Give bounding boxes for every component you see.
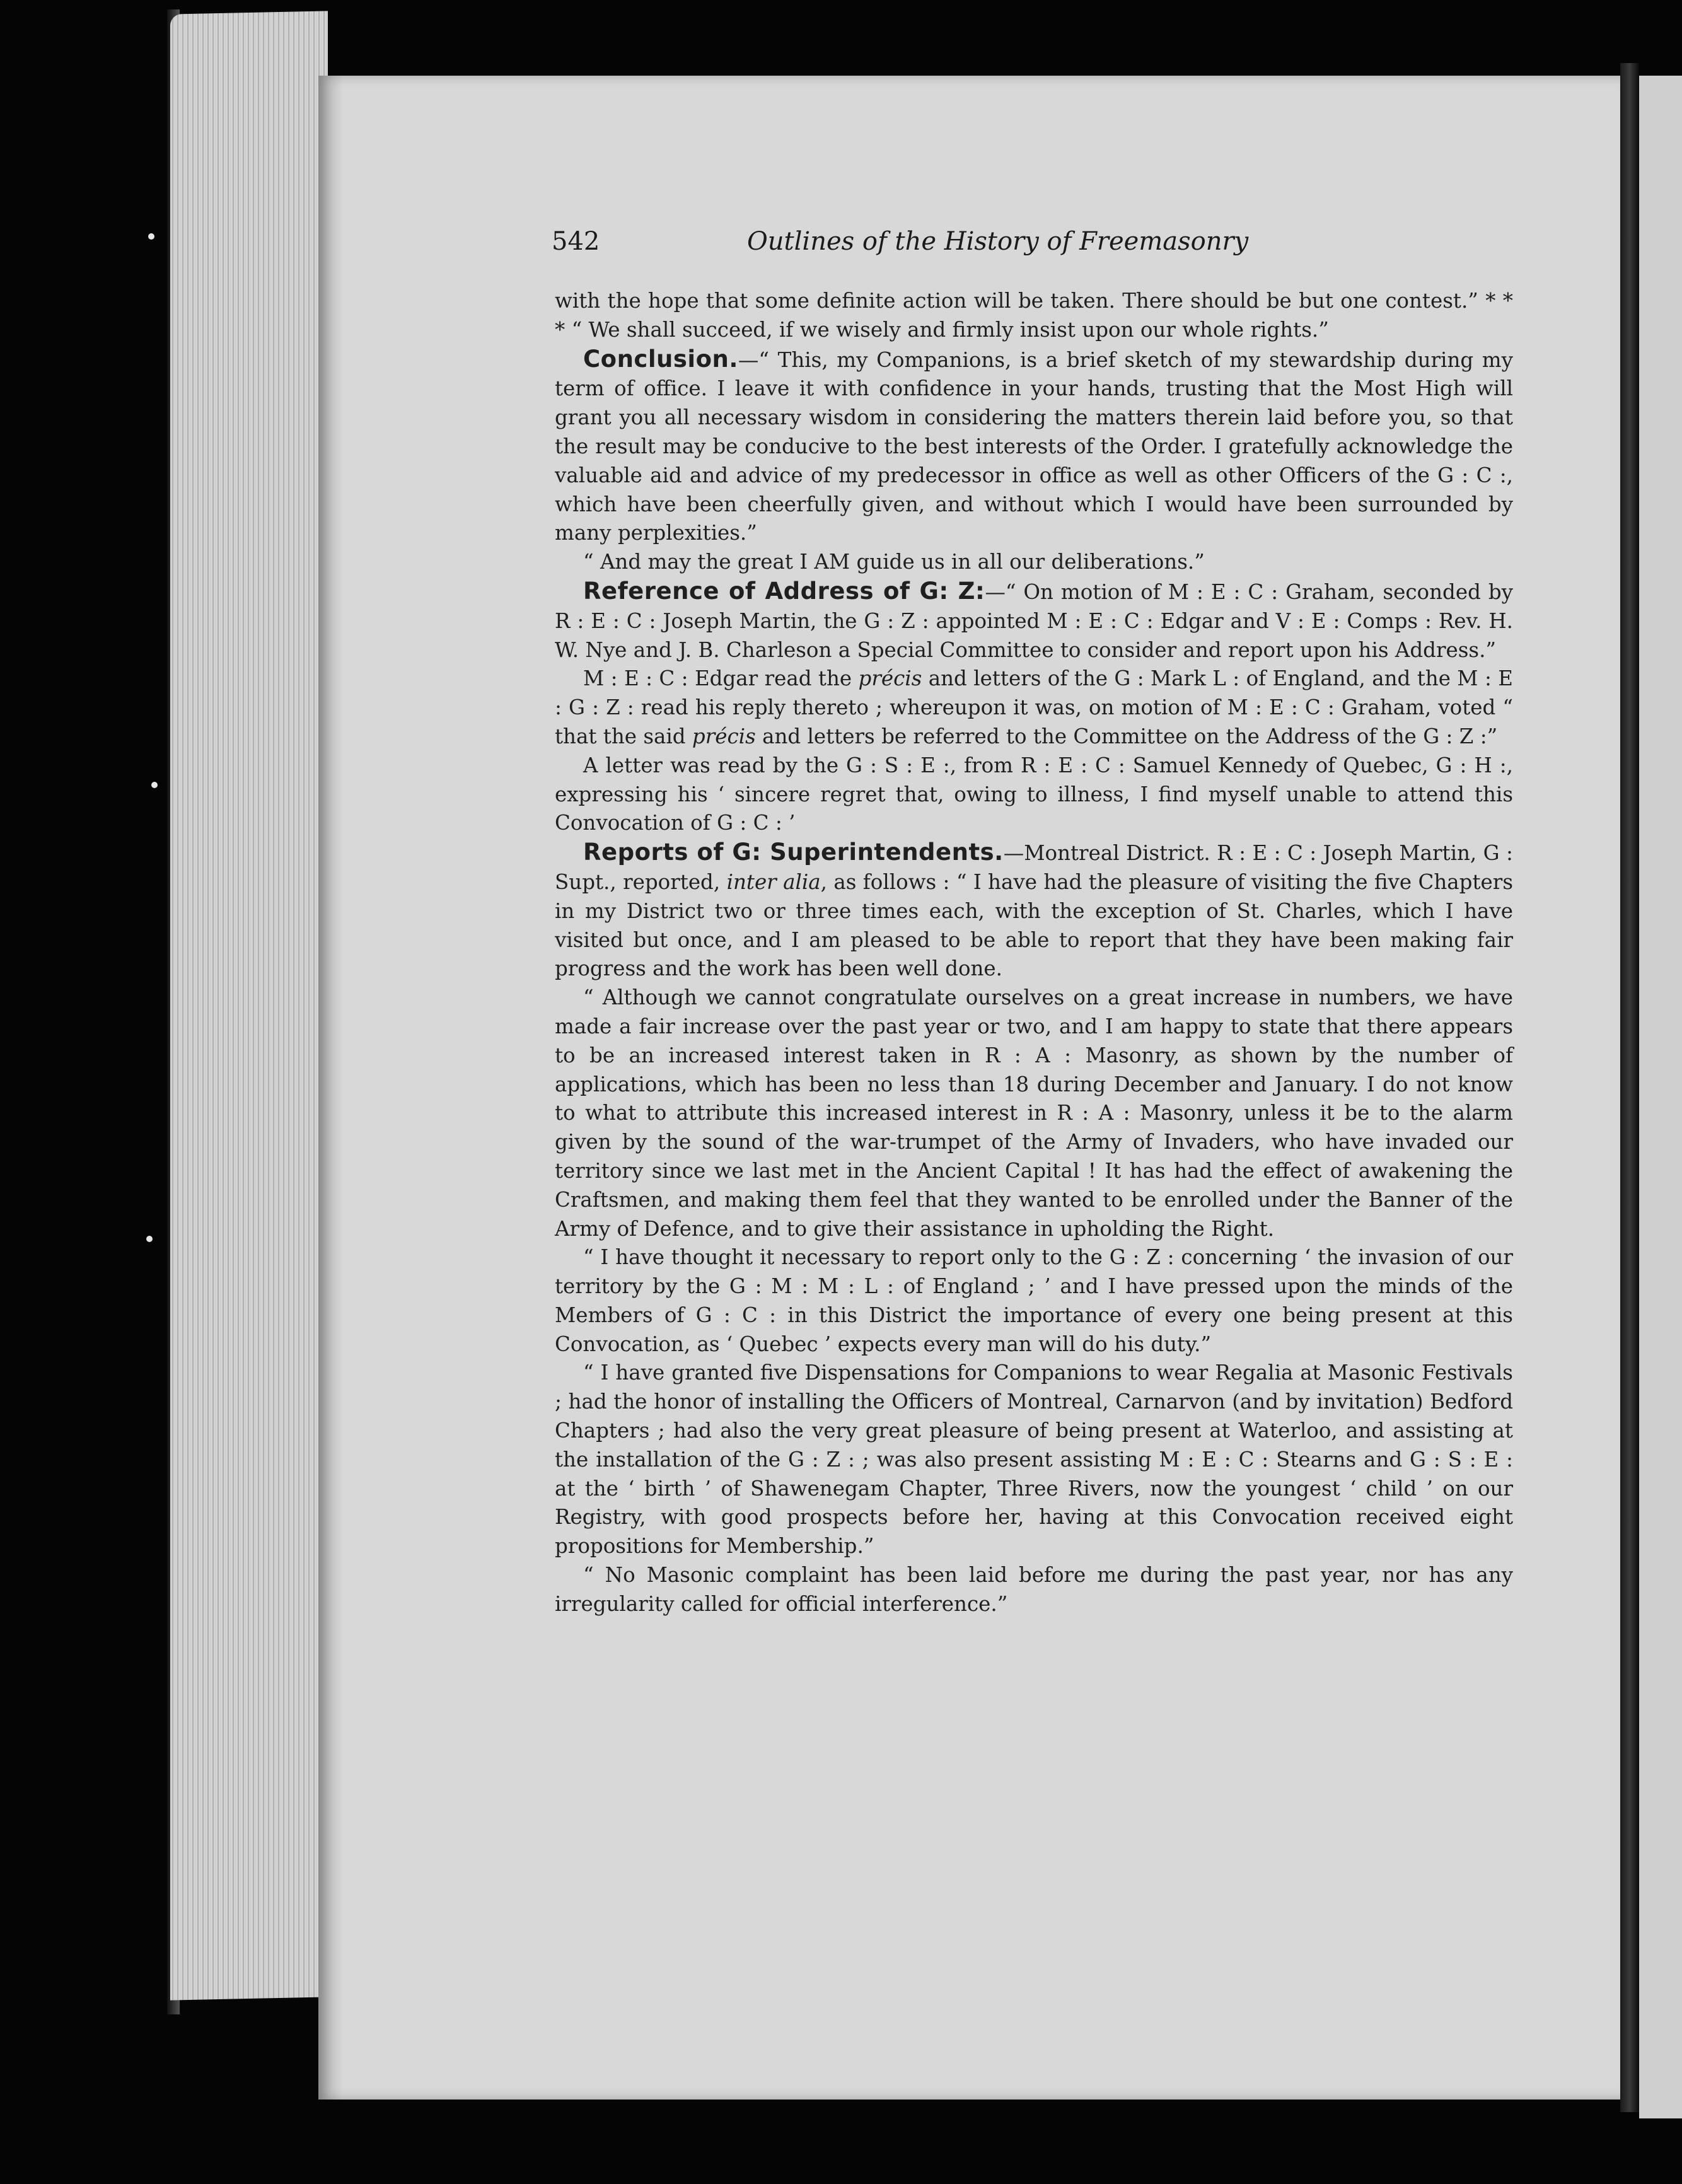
paragraph-text: “ No Masonic complaint has been laid before me during the past year, nor has any irregularity called for official interference.” — [555, 1563, 1513, 1616]
paragraph-text: M : E : C : Edgar read the — [583, 666, 859, 691]
italic-term: inter alia — [726, 869, 821, 894]
italic-term: précis — [858, 666, 922, 691]
paragraph-text: “ I have thought it necessary to report only to the G : Z : concerning ‘ the invasion of our territory by the G : M : M : L : of England ; ’ and I have pressed upon the minds of the Members of G : C : in this District the importance of every one being present at this Convocation, as ‘ Quebec ’ expects every man will do his duty.” — [555, 1245, 1513, 1356]
paragraph-text: and letters of the G : Mark L : of England, and the M : E : G : Z : read his reply thereto ; whereupon it was, on motion of M : E : C : Graham, voted “ that the said — [555, 666, 1513, 748]
section-heading: Reports of G: Superintendents. — [583, 839, 1004, 866]
paragraph-precis — [555, 665, 1513, 751]
paragraph-text: A letter was read by the G : S : E :, from R : E : C : Samuel Kennedy of Quebec, G : H :, expressing his ‘ sincere regret that, owing to illness, I find myself unable to attend this Convocation of G : C : ’ — [555, 753, 1513, 835]
facing-page-edge — [1639, 76, 1682, 2118]
paragraph-complaint — [555, 1561, 1513, 1619]
paragraph-conclusion — [555, 345, 1513, 549]
paragraph-quote — [555, 548, 1513, 577]
running-title: Outlines of the History of Freemasonry — [747, 227, 1249, 256]
paragraph-text: —Montreal District. R : E : C : Joseph Martin, G : Supt., reported, — [555, 841, 1513, 894]
italic-term: précis — [692, 724, 756, 748]
stacked-page-edges — [170, 11, 328, 2000]
paragraph-text: and letters be referred to the Committee on the Address of the G : Z :” — [755, 724, 1498, 748]
scan-speck — [148, 233, 154, 240]
paragraph-increase — [555, 984, 1513, 1243]
paragraph-text: with the hope that some definite action will be taken. There should be but one contest.” * * * “ We shall succeed, if we wisely and firmly insist upon our whole rights.” — [555, 289, 1513, 342]
page-binding-shade — [318, 76, 344, 2100]
section-heading: Conclusion. — [583, 345, 738, 373]
paragraph-continuation — [555, 287, 1513, 345]
paragraph-text: , as follows : “ I have had the pleasure of visiting the five Chapters in my District two or three times each, with the exception of St. Charles, which I have visited but once, and I am pleased to be able to report that they have been making fair progress and the work has been well done. — [555, 869, 1513, 981]
scan-speck — [151, 782, 158, 788]
page-body — [555, 287, 1513, 1619]
scan-speck — [146, 1236, 153, 1242]
paragraph-reference — [555, 577, 1513, 665]
paragraph-dispensations — [555, 1359, 1513, 1561]
paragraph-text: —“ On motion of M : E : C : Graham, seconded by R : E : C : Joseph Martin, the G : Z : appointed M : E : C : Edgar and V : E : Comps : Rev. H. W. Nye and J. B. Charleson a Special Committee to consider and report upon his Address.” — [555, 579, 1513, 662]
paragraph-letter — [555, 752, 1513, 838]
section-heading: Reference of Address of G: Z: — [583, 577, 985, 605]
paragraph-text: “ And may the great I AM guide us in all our deliberations.” — [583, 550, 1205, 574]
running-head — [552, 227, 1308, 261]
paragraph-invasion — [555, 1243, 1513, 1359]
paragraph-text: —“ This, my Companions, is a brief sketch of my stewardship during my term of office. I leave it with confidence in your hands, trusting that the Most High will grant you all necessary wisdom in considering the matters therein laid before you, so that the result may be conducive to the best interests of the Order. I gratefully acknowledge the valuable aid and advice of my predecessor in office as well as other Officers of the G : C :, which have been cheerfully given, and without which I would have been surrounded by many perplexities.” — [555, 347, 1513, 545]
paragraph-reports — [555, 838, 1513, 984]
book-gutter — [1620, 63, 1639, 2112]
paragraph-text: “ Although we cannot congratulate ourselves on a great increase in numbers, we have made a fair increase over the past year or two, and I am happy to state that there appears to be an increased interest taken in R : A : Masonry, as shown by the number of applications, which has been no less than 18 during December and January. I do not know to what to attribute this increased interest in R : A : Masonry, unless it be to the alarm given by the sound of the war-trumpet of the Army of Invaders, who have invaded our territory since we last met in the Ancient Capital ! It has had the effect of awakening the Craftsmen, and making them feel that they wanted to be enrolled under the Banner of the Army of Defence, and to give their assistance in upholding the Right. — [555, 985, 1513, 1241]
page-number: 542 — [552, 227, 600, 256]
paragraph-text: “ I have granted five Dispensations for Companions to wear Regalia at Masonic Festivals ; had the honor of installing the Officers of Montreal, Carnarvon (and by invitation) Bedford Chapters ; had also the very great pleasure of being present at Waterloo, and assisting at the installation of the G : Z : ; was also present assisting M : E : C : Stearns and G : S : E : at the ‘ birth ’ of Shawenegam Chapter, Three Rivers, now the youngest ‘ child ’ on our Registry, with good prospects before her, having at this Convocation received eight propositions for Membership.” — [555, 1361, 1513, 1559]
